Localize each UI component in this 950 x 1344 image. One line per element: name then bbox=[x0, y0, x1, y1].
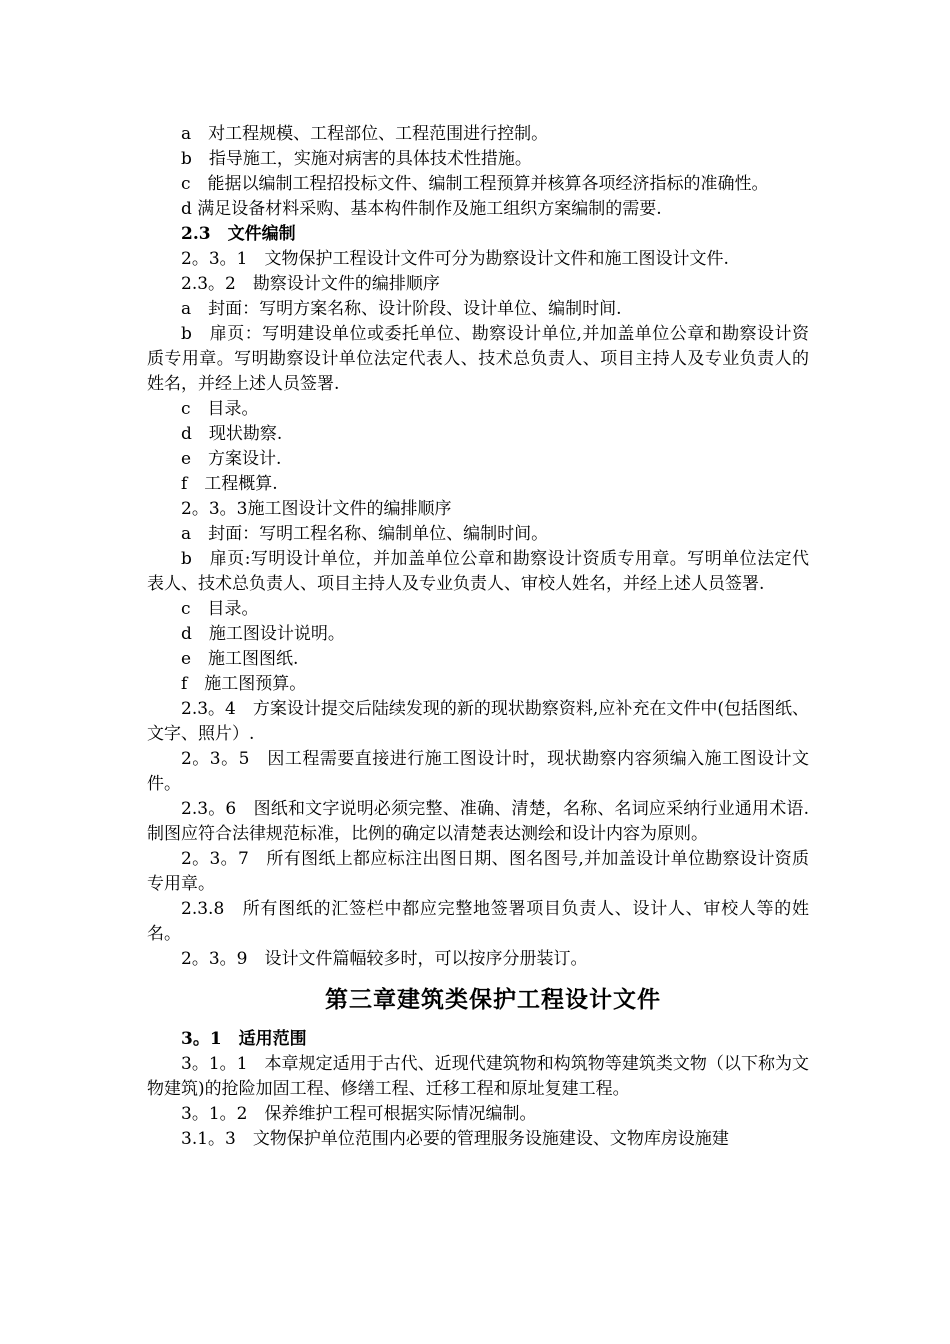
clause-2-3-6: 2.3。6 图纸和文字说明必须完整、准确、清楚，名称、名词应采纳行业通用术语.制图应符合法律规范标准，比例的确定以清楚表达测绘和设计内容为原则。 bbox=[147, 799, 809, 844]
list-item-c: c 能据以编制工程招投标文件、编制工程预算并核算各项经济指标的准确性。 bbox=[181, 174, 769, 194]
list-item-b: b 扉页:写明设计单位，并加盖单位公章和勘察设计资质专用章。写明单位法定代表人、技术总负责人、项目主持人及专业负责人、审校人姓名，并经上述人员签署. bbox=[147, 549, 809, 594]
list-item-d: d 现状勘察. bbox=[181, 424, 283, 444]
list-item-f: f 施工图预算。 bbox=[181, 674, 307, 694]
clause-3-1-3: 3.1。3 文物保护单位范围内必要的管理服务设施建设、文物库房设施建 bbox=[181, 1129, 729, 1149]
chapter-title: 第三章建筑类保护工程设计文件 bbox=[325, 986, 661, 1013]
list-item-c: c 目录。 bbox=[181, 399, 259, 419]
clause-2-3-4: 2.3。4 方案设计提交后陆续发现的新的现状勘察资料,应补充在文件中(包括图纸、文字、照片）. bbox=[147, 699, 809, 744]
clause-2-3-7: 2。3。7 所有图纸上都应标注出图日期、图名图号,并加盖设计单位勘察设计资质专用章。 bbox=[147, 849, 809, 894]
list-item-f: f 工程概算. bbox=[181, 474, 278, 494]
document-page bbox=[147, 122, 809, 1152]
clause-2-3-8: 2.3.8 所有图纸的汇签栏中都应完整地签署项目负责人、设计人、审校人等的姓名。 bbox=[147, 899, 809, 944]
list-item-a: a 封面：写明方案名称、设计阶段、设计单位、编制时间. bbox=[181, 299, 622, 319]
clause-3-1-2: 3。1。2 保养维护工程可根据实际情况编制。 bbox=[181, 1104, 537, 1124]
clause-2-3-5: 2。3。5 因工程需要直接进行施工图设计时，现状勘察内容须编入施工图设计文件。 bbox=[147, 749, 809, 794]
list-item-b: b 扉页：写明建设单位或委托单位、勘察设计单位,并加盖单位公章和勘察设计资质专用章。写明勘察设计单位法定代表人、技术总负责人、项目主持人及专业负责人的姓名，并经上述人员签署. bbox=[147, 324, 809, 394]
clause-2-3-1: 2。3。1 文物保护工程设计文件可分为勘察设计文件和施工图设计文件. bbox=[181, 249, 729, 269]
section-heading-3-1: 3。1 适用范围 bbox=[181, 1029, 307, 1049]
list-item-d: d 满足设备材料采购、基本构件制作及施工组织方案编制的需要. bbox=[181, 199, 662, 219]
clause-2-3-9: 2。3。9 设计文件篇幅较多时，可以按序分册装订。 bbox=[181, 949, 588, 969]
list-item-b: b 指导施工，实施对病害的具体技术性措施。 bbox=[181, 149, 532, 169]
list-item-c: c 目录。 bbox=[181, 599, 259, 619]
section-heading-2-3: 2.3 文件编制 bbox=[181, 224, 296, 244]
list-item-d: d 施工图设计说明。 bbox=[181, 624, 345, 644]
clause-2-3-2: 2.3。2 勘察设计文件的编排顺序 bbox=[181, 274, 440, 294]
list-item-a: a 封面：写明工程名称、编制单位、编制时间。 bbox=[181, 524, 549, 544]
section-2-2-list bbox=[147, 122, 809, 222]
clause-3-1-1: 3。1。1 本章规定适用于古代、近现代建筑物和构筑物等建筑类文物（以下称为文物建筑)的抢险加固工程、修缮工程、迁移工程和原址复建工程。 bbox=[147, 1054, 809, 1099]
list-item-e: e 施工图图纸. bbox=[181, 649, 299, 669]
list-item-e: e 方案设计. bbox=[181, 449, 282, 469]
list-item-a: a 对工程规模、工程部位、工程范围进行控制。 bbox=[181, 124, 549, 144]
clause-2-3-3: 2。3。3施工图设计文件的编排顺序 bbox=[181, 499, 452, 519]
